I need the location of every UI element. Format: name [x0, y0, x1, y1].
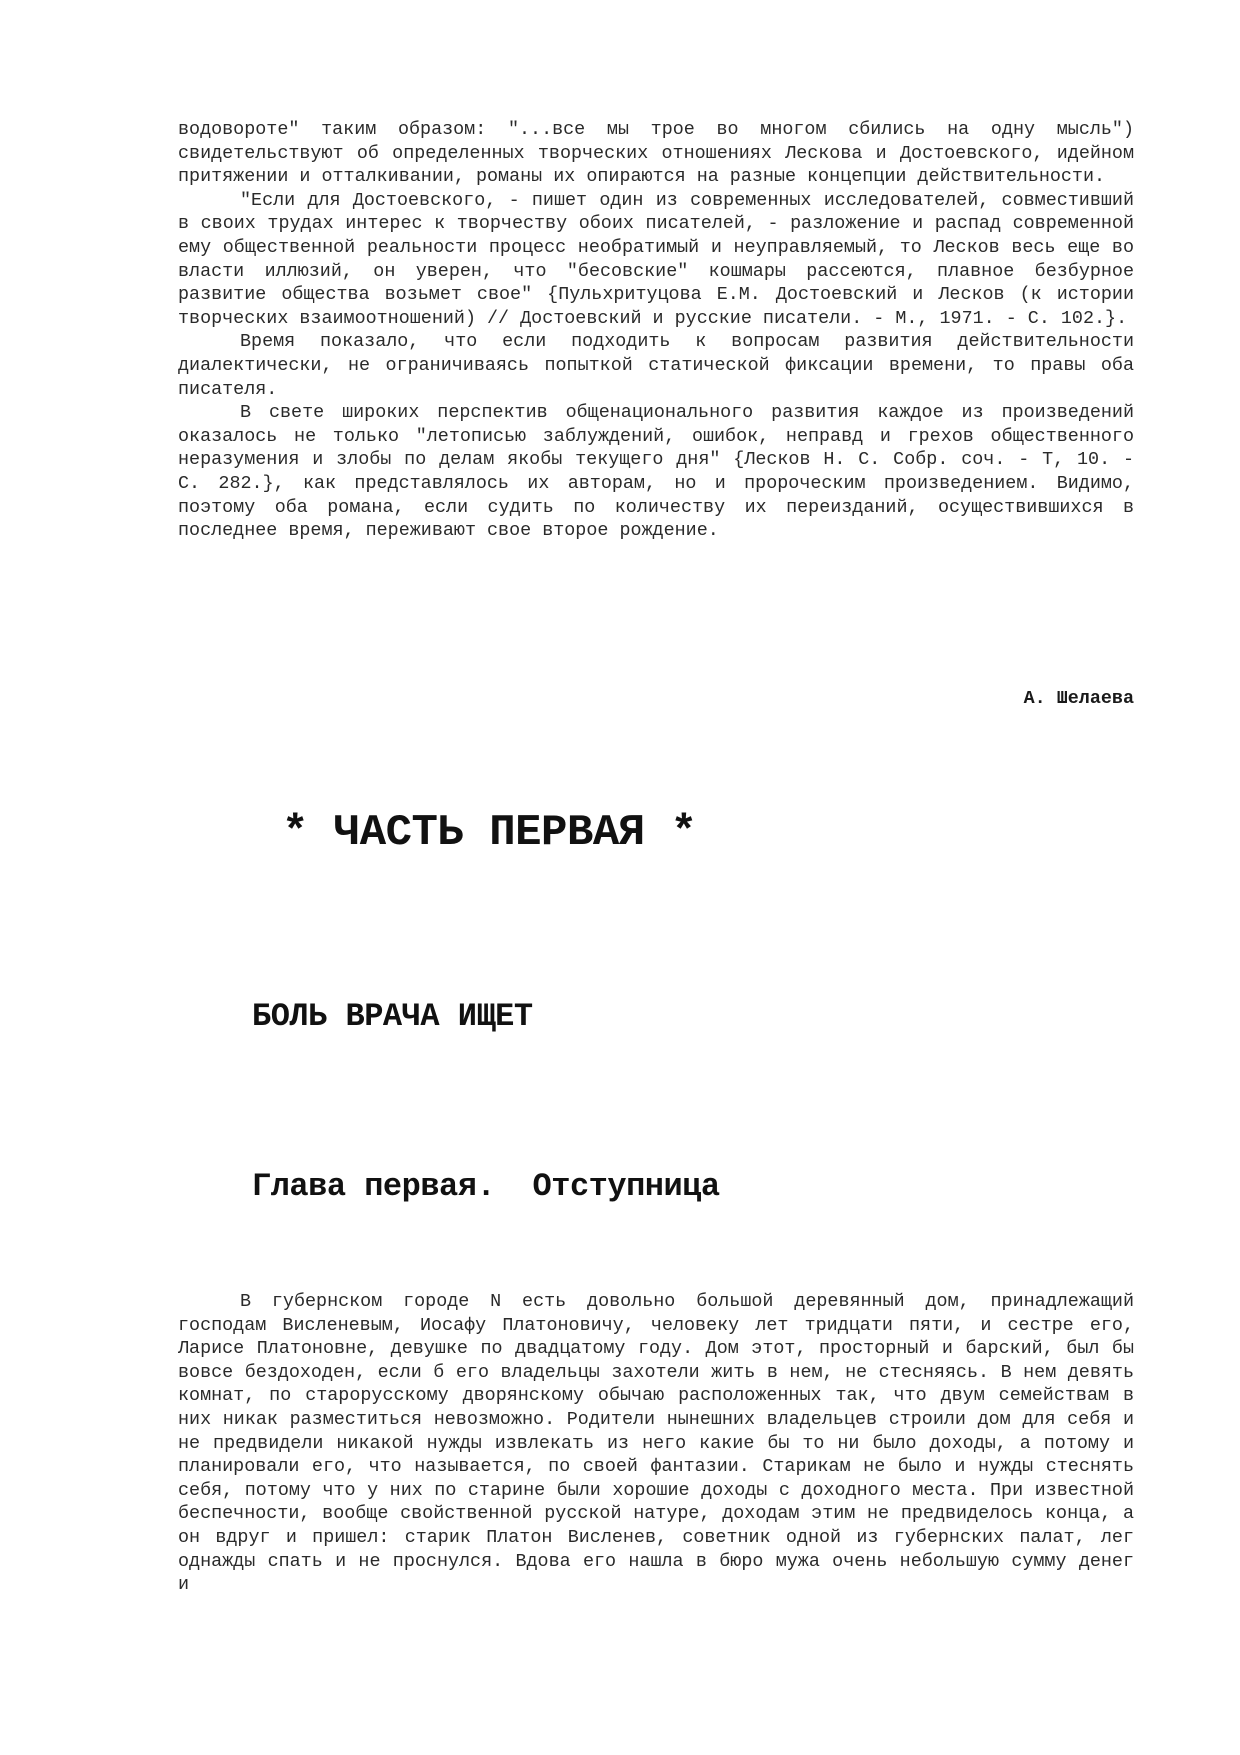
intro-text-block — [178, 118, 1134, 543]
intro-paragraph-4: В свете широких перспектив общенационального развития каждое из произведений оказалось не только "летописью заблуждений, ошибок, неправд и грехов общественного неразумения и злобы по делам якобы текущего дня" {Лесков Н. С. Собр. соч. - Т, 10. - С. 282.}, как представлялось их авторам, но и пророческим произведением. Видимо, поэтому оба романа, если судить по количеству их переизданий, осуществившихся в последнее время, переживают свое второе рождение. — [178, 402, 1134, 542]
chapter-text-block — [178, 1290, 1134, 1597]
book-heading: БОЛЬ ВРАЧА ИЩЕТ — [252, 998, 533, 1035]
intro-paragraph-2: "Если для Достоевского, - пишет один из современных исследователей, совместивший в своих трудах интерес к творчеству обоих писателей, - разложение и распад современной ему общественной реальности процесс необратимый и неуправляемый, то Лесков весь еще во власти иллюзий, он уверен, что "бесовские" кошмары рассеются, плавное безбурное развитие общества возьмет свое" {Пульхритуцова Е.М. Достоевский и Лесков (к истории творческих взаимоотношений) // Достоевский и русские писатели. - М., 1971. - С. 102.}. — [178, 189, 1134, 329]
intro-paragraph-1: водовороте" таким образом: "...все мы трое во многом сбились на одну мысль") свидетельствуют об определенных творческих отношениях Лескова и Достоевского, идейном притяжении и отталкивании, романы их опираются на разные концепции действительности. — [178, 119, 1134, 188]
author-signature: А. Шелаева — [1023, 688, 1134, 709]
chapter-heading: Глава первая. Отступница — [252, 1168, 720, 1205]
intro-paragraph-3: Время показало, что если подходить к вопросам развития действительности диалектически, не ограничиваясь попыткой статической фиксации времени, то правы оба писателя. — [178, 331, 1134, 400]
part-heading: * ЧАСТЬ ПЕРВАЯ * — [282, 808, 697, 858]
chapter-paragraph-1: В губернском городе N есть довольно большой деревянный дом, принадлежащий господам Висленевым, Иосафу Платоновичу, человеку лет тридцати пяти, и сестре его, Ларисе Платоновне, девушке по двадцатому году. Дом этот, просторный и барский, был бы вовсе бездоходен, если б его владельцы захотели жить в нем, не стесняясь. В нем девять комнат, по старорусскому дворянскому обычаю расположенных так, что двум семействам в них никак разместиться невозможно. Родители нынешних владельцев строили дом для себя и не предвидели никакой нужды извлекать из него какие бы то ни было доходы, а потому и планировали его, что называется, по своей фантазии. Старикам не было и нужды стеснять себя, потому что у них по старине были хорошие доходы с доходного места. При известной беспечности, вообще свойственной русской натуре, доходам этим не предвиделось конца, а он вдруг и пришел: старик Платон Висленев, советник одной из губернских палат, лег однажды спать и не проснулся. Вдова его нашла в бюро мужа очень небольшую сумму денег и — [178, 1291, 1134, 1596]
